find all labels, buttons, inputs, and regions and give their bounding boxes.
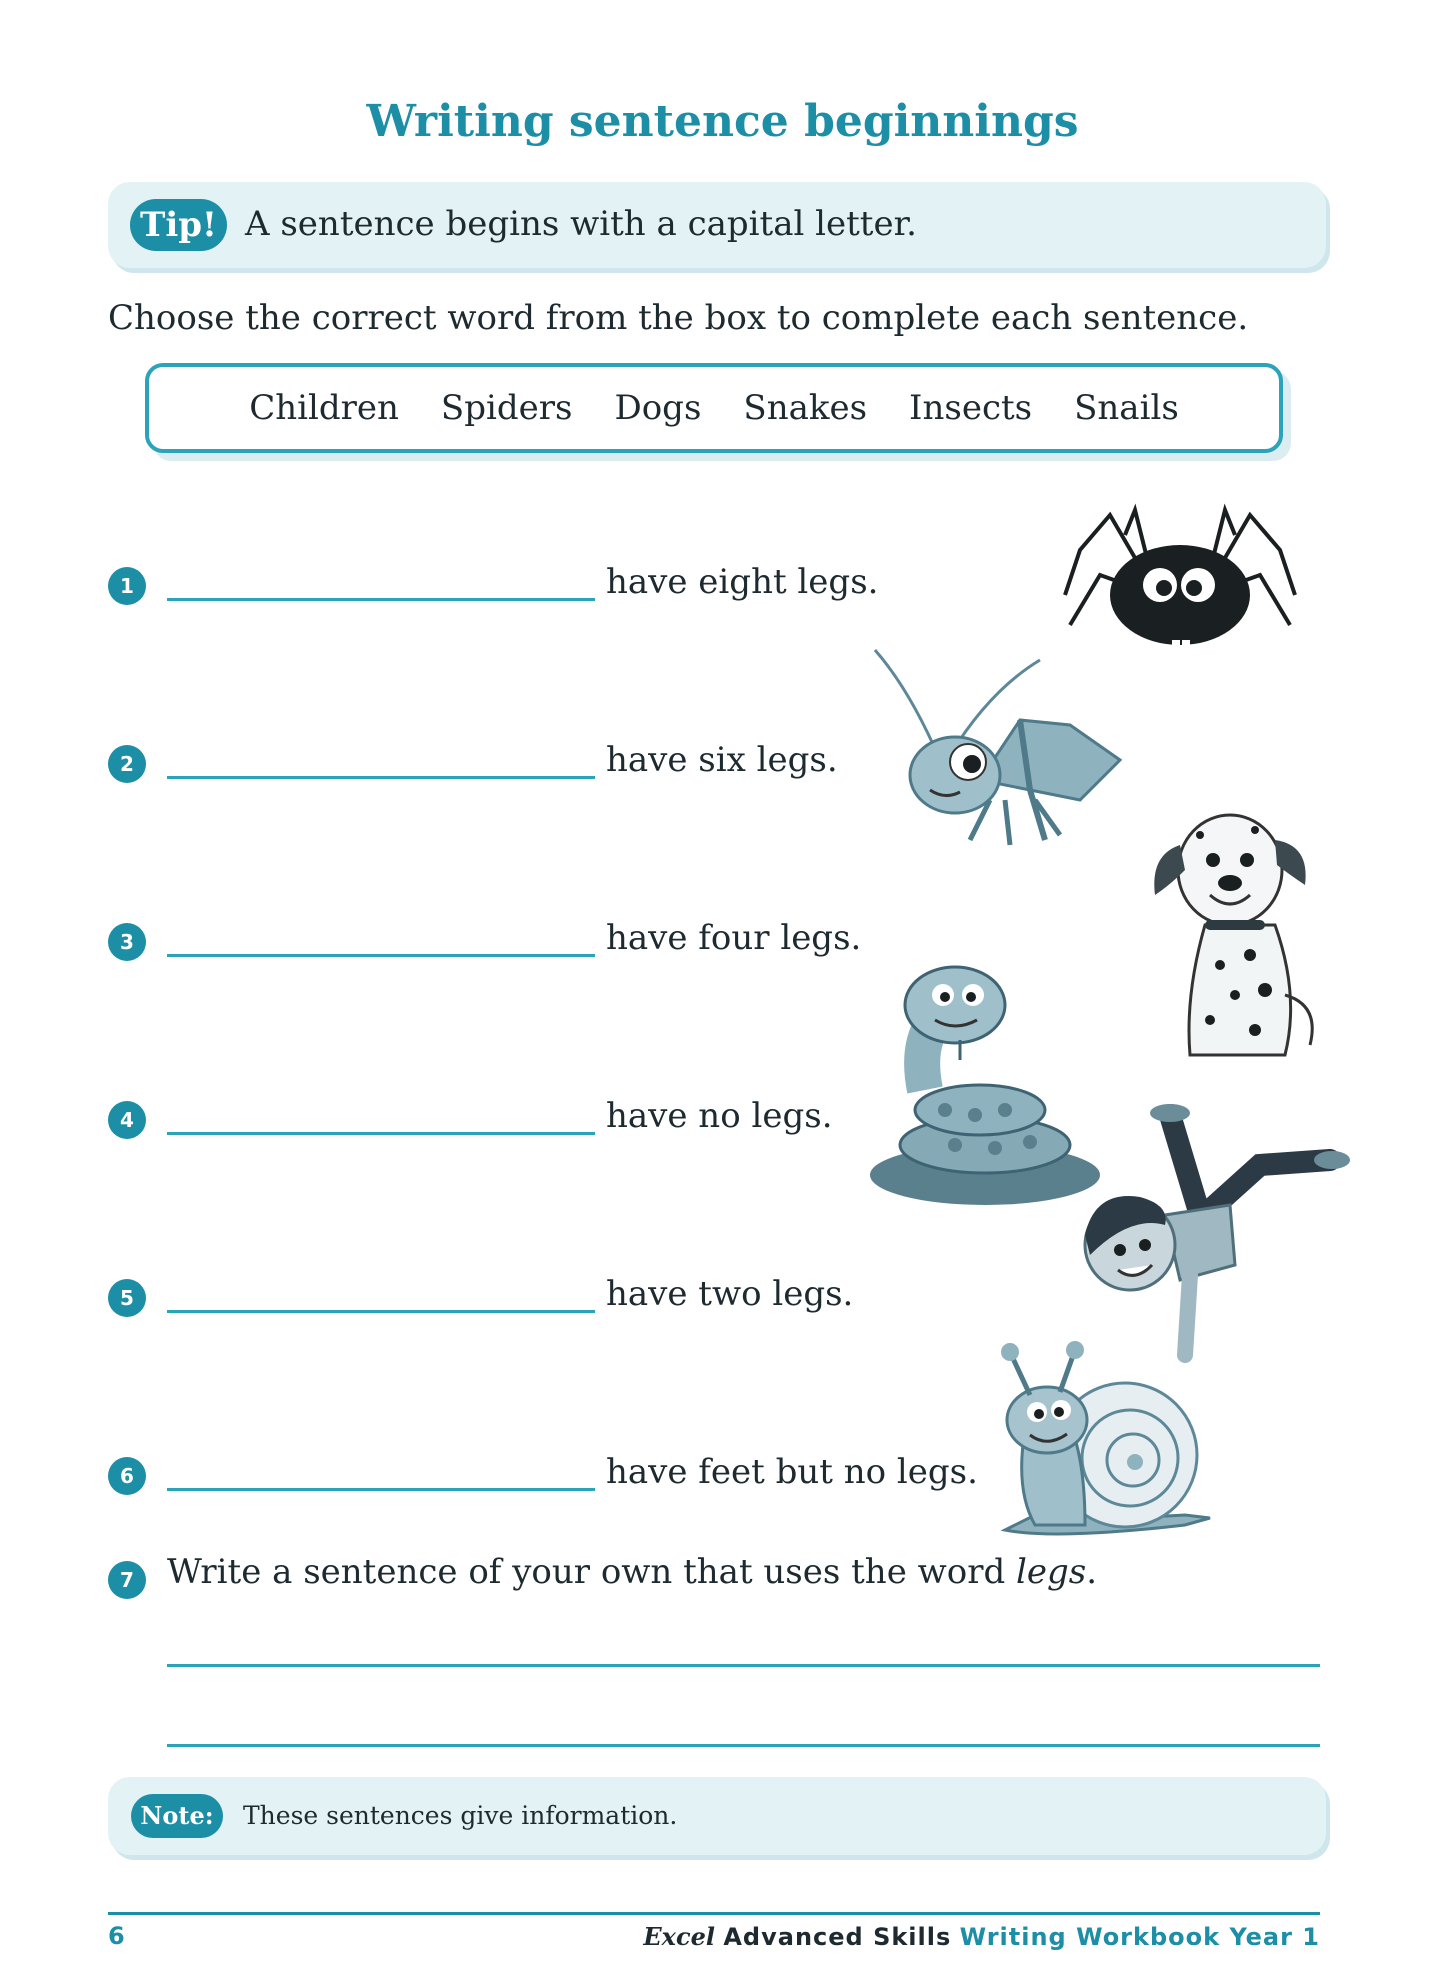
question-number: 3 [108, 923, 146, 961]
question-number: 2 [108, 745, 146, 783]
word-option: Children [249, 388, 399, 428]
question-text: have eight legs. [606, 562, 879, 602]
note-text: These sentences give information. [243, 1801, 678, 1830]
footer-title: Excel Advanced Skills Writing Workbook Year 1 [643, 1922, 1320, 1951]
word-box [145, 363, 1283, 453]
snail-icon [985, 1340, 1215, 1550]
page-number: 6 [108, 1922, 125, 1950]
answer-blank-2[interactable] [167, 776, 595, 779]
child-icon [1070, 1105, 1340, 1370]
question-7-text: Write a sentence of your own that uses the word legs. [167, 1552, 1098, 1592]
question-text: have four legs. [606, 918, 862, 958]
question-text: have no legs. [606, 1096, 833, 1136]
tip-box [108, 182, 1326, 268]
tip-text: A sentence begins with a capital letter. [245, 204, 917, 244]
answer-blank-3[interactable] [167, 954, 595, 957]
answer-blank-4[interactable] [167, 1132, 595, 1135]
dog-icon [1125, 795, 1325, 1075]
instruction-text: Choose the correct word from the box to complete each sentence. [108, 298, 1249, 338]
spider-icon [1050, 505, 1310, 655]
writing-line-2[interactable] [167, 1744, 1320, 1747]
question-text: have two legs. [606, 1274, 854, 1314]
word-option: Snakes [743, 388, 868, 428]
grasshopper-icon [870, 650, 1130, 870]
question-text: have feet but no legs. [606, 1452, 978, 1492]
answer-blank-6[interactable] [167, 1488, 595, 1491]
note-box [108, 1777, 1326, 1855]
answer-blank-5[interactable] [167, 1310, 595, 1313]
question-number: 7 [108, 1561, 146, 1599]
snake-icon [865, 960, 1105, 1210]
tip-badge: Tip! [130, 199, 227, 251]
question-number: 4 [108, 1101, 146, 1139]
question-text: have six legs. [606, 740, 838, 780]
word-option: Spiders [440, 388, 573, 428]
writing-line-1[interactable] [167, 1664, 1320, 1667]
question-number: 5 [108, 1279, 146, 1317]
note-badge: Note: [131, 1794, 223, 1838]
word-option: Insects [909, 388, 1033, 428]
word-option: Dogs [614, 388, 702, 428]
word-option: Snails [1074, 388, 1179, 428]
page-title: Writing sentence beginnings [366, 96, 1079, 147]
question-number: 1 [108, 567, 146, 605]
answer-blank-1[interactable] [167, 598, 595, 601]
question-number: 6 [108, 1457, 146, 1495]
brand-logo: Excel [643, 1922, 715, 1951]
footer-divider [108, 1912, 1320, 1915]
